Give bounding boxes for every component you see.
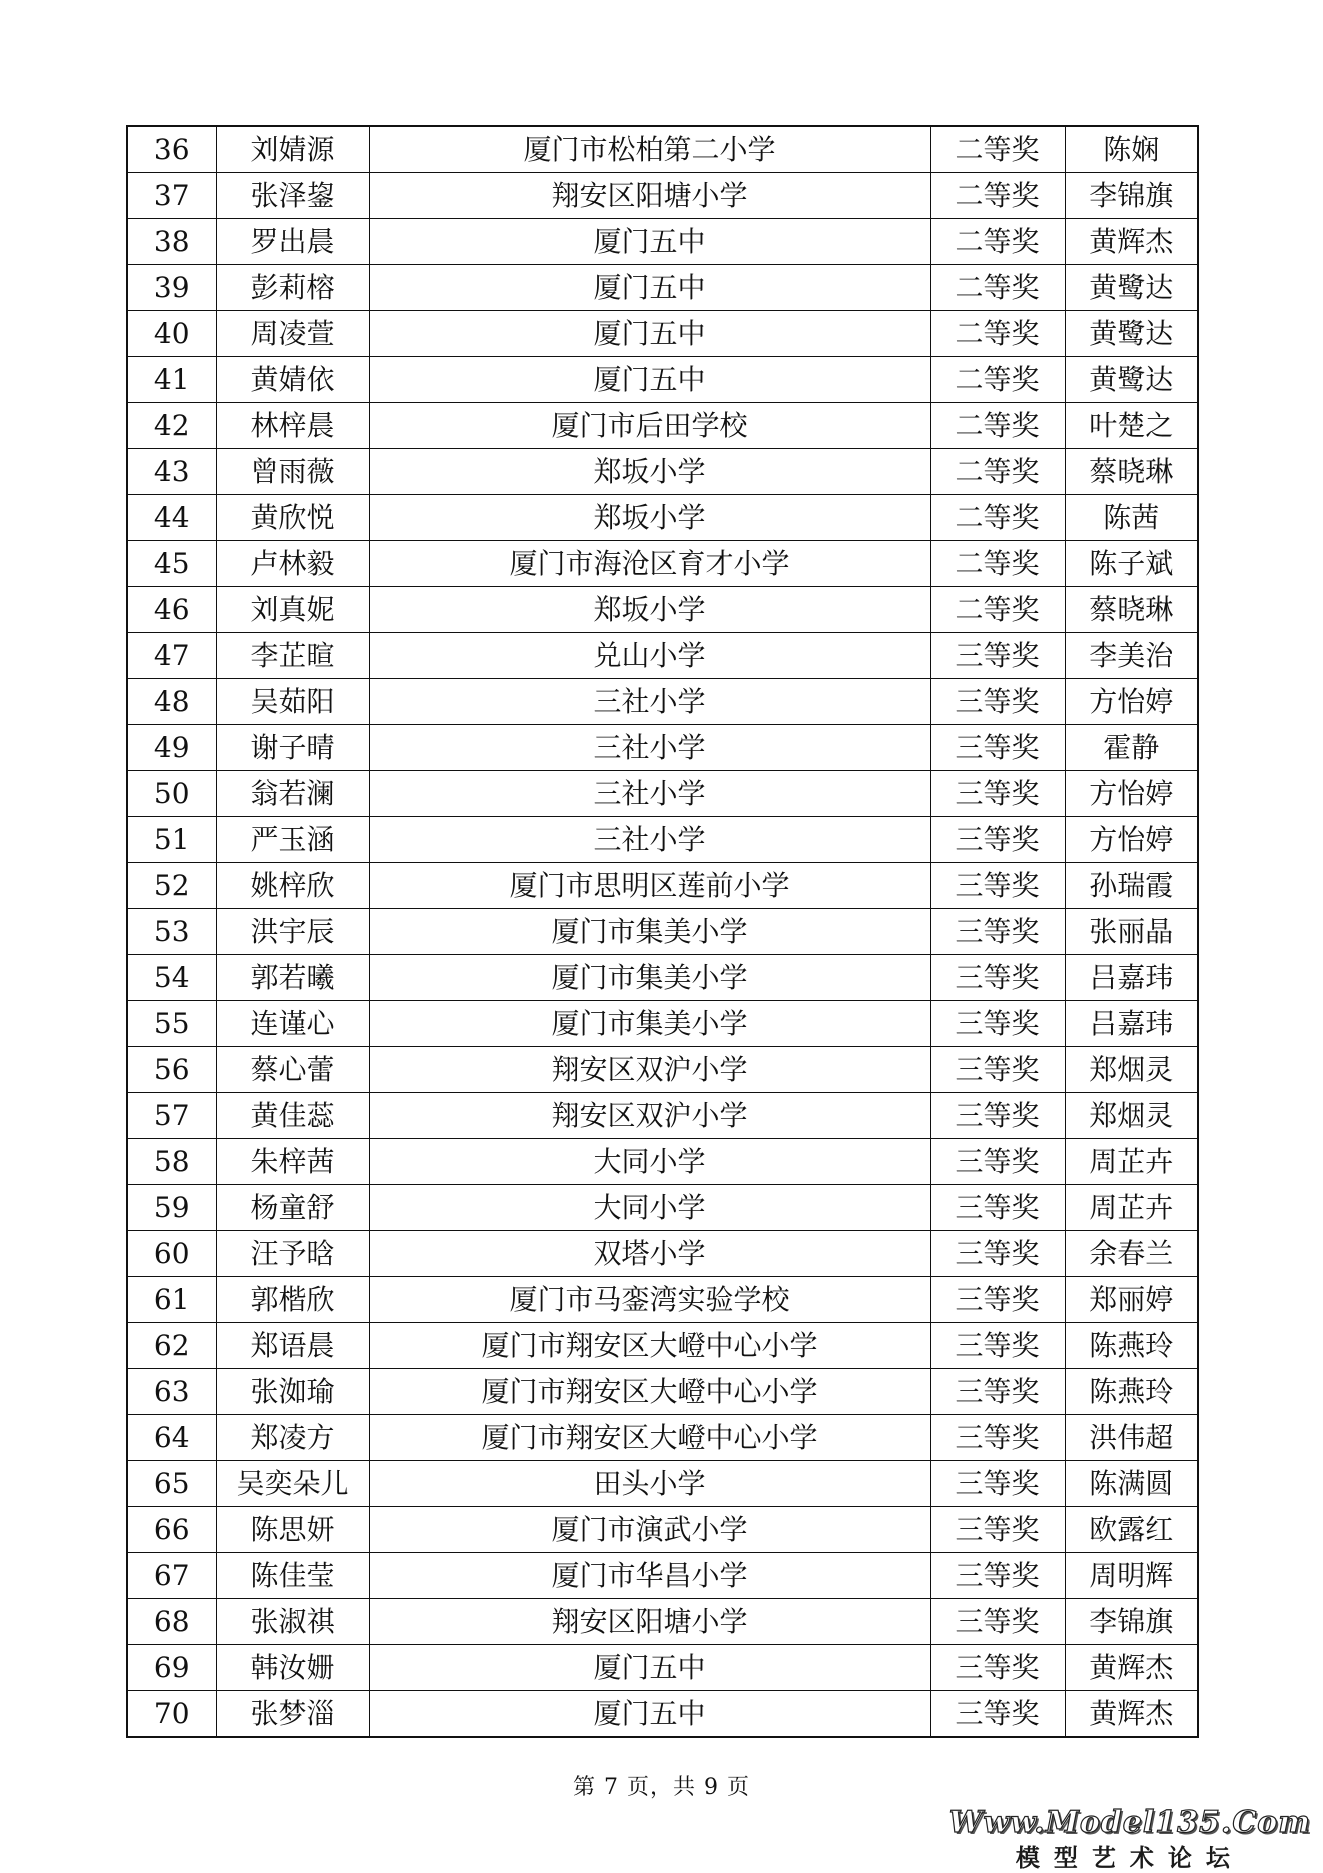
teacher-name-cell: 黄辉杰 bbox=[1065, 1645, 1198, 1691]
row-number-cell: 66 bbox=[127, 1507, 216, 1553]
row-number-cell: 64 bbox=[127, 1415, 216, 1461]
row-number-cell: 39 bbox=[127, 265, 216, 311]
row-number-cell: 69 bbox=[127, 1645, 216, 1691]
school-name-cell: 厦门五中 bbox=[369, 311, 930, 357]
award-level-cell: 三等奖 bbox=[930, 1691, 1065, 1738]
student-name-cell: 罗出晨 bbox=[216, 219, 369, 265]
award-level-cell: 二等奖 bbox=[930, 173, 1065, 219]
table-row bbox=[127, 1461, 1198, 1507]
student-name-cell: 陈佳莹 bbox=[216, 1553, 369, 1599]
table-row bbox=[127, 219, 1198, 265]
award-table bbox=[126, 125, 1199, 1738]
school-name-cell: 厦门市马銮湾实验学校 bbox=[369, 1277, 930, 1323]
row-number-cell: 65 bbox=[127, 1461, 216, 1507]
school-name-cell: 厦门市华昌小学 bbox=[369, 1553, 930, 1599]
student-name-cell: 翁若澜 bbox=[216, 771, 369, 817]
row-number-cell: 49 bbox=[127, 725, 216, 771]
award-level-cell: 二等奖 bbox=[930, 403, 1065, 449]
teacher-name-cell: 洪伟超 bbox=[1065, 1415, 1198, 1461]
award-level-cell: 三等奖 bbox=[930, 771, 1065, 817]
table-row bbox=[127, 1139, 1198, 1185]
teacher-name-cell: 李锦旗 bbox=[1065, 1599, 1198, 1645]
school-name-cell: 厦门市集美小学 bbox=[369, 909, 930, 955]
row-number-cell: 54 bbox=[127, 955, 216, 1001]
teacher-name-cell: 陈满圆 bbox=[1065, 1461, 1198, 1507]
row-number-cell: 61 bbox=[127, 1277, 216, 1323]
student-name-cell: 黄婧依 bbox=[216, 357, 369, 403]
table-row bbox=[127, 1093, 1198, 1139]
row-number-cell: 57 bbox=[127, 1093, 216, 1139]
row-number-cell: 67 bbox=[127, 1553, 216, 1599]
award-level-cell: 三等奖 bbox=[930, 725, 1065, 771]
teacher-name-cell: 蔡晓琳 bbox=[1065, 449, 1198, 495]
student-name-cell: 周凌萱 bbox=[216, 311, 369, 357]
school-name-cell: 兑山小学 bbox=[369, 633, 930, 679]
table-row bbox=[127, 1691, 1198, 1738]
award-level-cell: 三等奖 bbox=[930, 1599, 1065, 1645]
award-level-cell: 二等奖 bbox=[930, 311, 1065, 357]
student-name-cell: 连谨心 bbox=[216, 1001, 369, 1047]
student-name-cell: 汪予晗 bbox=[216, 1231, 369, 1277]
table-row bbox=[127, 955, 1198, 1001]
student-name-cell: 陈思妍 bbox=[216, 1507, 369, 1553]
award-level-cell: 二等奖 bbox=[930, 495, 1065, 541]
watermark-url: Www.Model135.Com bbox=[948, 1805, 1311, 1840]
teacher-name-cell: 余春兰 bbox=[1065, 1231, 1198, 1277]
student-name-cell: 郭楷欣 bbox=[216, 1277, 369, 1323]
student-name-cell: 彭莉榕 bbox=[216, 265, 369, 311]
row-number-cell: 60 bbox=[127, 1231, 216, 1277]
row-number-cell: 55 bbox=[127, 1001, 216, 1047]
teacher-name-cell: 方怡婷 bbox=[1065, 817, 1198, 863]
table-row bbox=[127, 1277, 1198, 1323]
school-name-cell: 三社小学 bbox=[369, 725, 930, 771]
table-row bbox=[127, 495, 1198, 541]
table-row bbox=[127, 403, 1198, 449]
school-name-cell: 田头小学 bbox=[369, 1461, 930, 1507]
teacher-name-cell: 欧露红 bbox=[1065, 1507, 1198, 1553]
school-name-cell: 翔安区双沪小学 bbox=[369, 1047, 930, 1093]
row-number-cell: 43 bbox=[127, 449, 216, 495]
award-level-cell: 三等奖 bbox=[930, 1553, 1065, 1599]
student-name-cell: 韩汝姗 bbox=[216, 1645, 369, 1691]
teacher-name-cell: 李锦旗 bbox=[1065, 173, 1198, 219]
table-row bbox=[127, 311, 1198, 357]
student-name-cell: 吴茹阳 bbox=[216, 679, 369, 725]
table-row bbox=[127, 817, 1198, 863]
table-row bbox=[127, 909, 1198, 955]
table-row bbox=[127, 1323, 1198, 1369]
school-name-cell: 厦门市翔安区大嶝中心小学 bbox=[369, 1415, 930, 1461]
school-name-cell: 厦门市思明区莲前小学 bbox=[369, 863, 930, 909]
award-level-cell: 二等奖 bbox=[930, 541, 1065, 587]
school-name-cell: 厦门市翔安区大嶝中心小学 bbox=[369, 1369, 930, 1415]
teacher-name-cell: 黄鹭达 bbox=[1065, 311, 1198, 357]
school-name-cell: 郑坂小学 bbox=[369, 449, 930, 495]
award-level-cell: 三等奖 bbox=[930, 1185, 1065, 1231]
school-name-cell: 厦门五中 bbox=[369, 265, 930, 311]
row-number-cell: 53 bbox=[127, 909, 216, 955]
award-level-cell: 三等奖 bbox=[930, 1277, 1065, 1323]
row-number-cell: 38 bbox=[127, 219, 216, 265]
teacher-name-cell: 吕嘉玮 bbox=[1065, 955, 1198, 1001]
student-name-cell: 曾雨薇 bbox=[216, 449, 369, 495]
teacher-name-cell: 黄鹭达 bbox=[1065, 357, 1198, 403]
student-name-cell: 郑语晨 bbox=[216, 1323, 369, 1369]
site-watermark bbox=[949, 1805, 1311, 1873]
student-name-cell: 刘婧源 bbox=[216, 126, 369, 173]
award-level-cell: 三等奖 bbox=[930, 1645, 1065, 1691]
school-name-cell: 大同小学 bbox=[369, 1185, 930, 1231]
school-name-cell: 郑坂小学 bbox=[369, 495, 930, 541]
award-level-cell: 三等奖 bbox=[930, 1139, 1065, 1185]
teacher-name-cell: 陈茜 bbox=[1065, 495, 1198, 541]
table-row bbox=[127, 1553, 1198, 1599]
school-name-cell: 厦门市翔安区大嶝中心小学 bbox=[369, 1323, 930, 1369]
award-level-cell: 三等奖 bbox=[930, 909, 1065, 955]
row-number-cell: 56 bbox=[127, 1047, 216, 1093]
school-name-cell: 郑坂小学 bbox=[369, 587, 930, 633]
row-number-cell: 68 bbox=[127, 1599, 216, 1645]
award-level-cell: 二等奖 bbox=[930, 219, 1065, 265]
school-name-cell: 厦门五中 bbox=[369, 1691, 930, 1738]
teacher-name-cell: 吕嘉玮 bbox=[1065, 1001, 1198, 1047]
teacher-name-cell: 方怡婷 bbox=[1065, 771, 1198, 817]
award-rows bbox=[127, 126, 1198, 1737]
award-level-cell: 三等奖 bbox=[930, 863, 1065, 909]
table-row bbox=[127, 863, 1198, 909]
school-name-cell: 厦门市演武小学 bbox=[369, 1507, 930, 1553]
school-name-cell: 双塔小学 bbox=[369, 1231, 930, 1277]
table-row bbox=[127, 1369, 1198, 1415]
student-name-cell: 卢林毅 bbox=[216, 541, 369, 587]
teacher-name-cell: 周芷卉 bbox=[1065, 1185, 1198, 1231]
row-number-cell: 52 bbox=[127, 863, 216, 909]
table-row bbox=[127, 541, 1198, 587]
table-row bbox=[127, 357, 1198, 403]
award-level-cell: 三等奖 bbox=[930, 1047, 1065, 1093]
school-name-cell: 厦门市后田学校 bbox=[369, 403, 930, 449]
row-number-cell: 59 bbox=[127, 1185, 216, 1231]
student-name-cell: 张洳瑜 bbox=[216, 1369, 369, 1415]
award-level-cell: 二等奖 bbox=[930, 265, 1065, 311]
teacher-name-cell: 陈娴 bbox=[1065, 126, 1198, 173]
table-row bbox=[127, 725, 1198, 771]
row-number-cell: 46 bbox=[127, 587, 216, 633]
student-name-cell: 刘真妮 bbox=[216, 587, 369, 633]
student-name-cell: 蔡心蕾 bbox=[216, 1047, 369, 1093]
table-row bbox=[127, 1001, 1198, 1047]
award-level-cell: 三等奖 bbox=[930, 955, 1065, 1001]
student-name-cell: 谢子晴 bbox=[216, 725, 369, 771]
teacher-name-cell: 郑烟灵 bbox=[1065, 1047, 1198, 1093]
teacher-name-cell: 周芷卉 bbox=[1065, 1139, 1198, 1185]
school-name-cell: 翔安区双沪小学 bbox=[369, 1093, 930, 1139]
student-name-cell: 黄佳蕊 bbox=[216, 1093, 369, 1139]
table-row bbox=[127, 1507, 1198, 1553]
school-name-cell: 三社小学 bbox=[369, 817, 930, 863]
student-name-cell: 李芷暄 bbox=[216, 633, 369, 679]
row-number-cell: 44 bbox=[127, 495, 216, 541]
school-name-cell: 翔安区阳塘小学 bbox=[369, 1599, 930, 1645]
page-footer: 第 7 页，共 9 页 bbox=[573, 1775, 750, 1800]
row-number-cell: 58 bbox=[127, 1139, 216, 1185]
award-level-cell: 三等奖 bbox=[930, 1507, 1065, 1553]
teacher-name-cell: 郑丽婷 bbox=[1065, 1277, 1198, 1323]
table-row bbox=[127, 173, 1198, 219]
table-row bbox=[127, 633, 1198, 679]
school-name-cell: 厦门市集美小学 bbox=[369, 1001, 930, 1047]
award-level-cell: 二等奖 bbox=[930, 587, 1065, 633]
school-name-cell: 厦门五中 bbox=[369, 357, 930, 403]
student-name-cell: 张泽鋆 bbox=[216, 173, 369, 219]
award-level-cell: 三等奖 bbox=[930, 1461, 1065, 1507]
teacher-name-cell: 黄辉杰 bbox=[1065, 1691, 1198, 1738]
row-number-cell: 63 bbox=[127, 1369, 216, 1415]
table-row bbox=[127, 1185, 1198, 1231]
teacher-name-cell: 蔡晓琳 bbox=[1065, 587, 1198, 633]
teacher-name-cell: 陈子斌 bbox=[1065, 541, 1198, 587]
table-row bbox=[127, 1645, 1198, 1691]
award-level-cell: 二等奖 bbox=[930, 449, 1065, 495]
row-number-cell: 37 bbox=[127, 173, 216, 219]
student-name-cell: 洪宇辰 bbox=[216, 909, 369, 955]
award-level-cell: 二等奖 bbox=[930, 357, 1065, 403]
row-number-cell: 70 bbox=[127, 1691, 216, 1738]
teacher-name-cell: 黄辉杰 bbox=[1065, 219, 1198, 265]
student-name-cell: 严玉涵 bbox=[216, 817, 369, 863]
school-name-cell: 厦门五中 bbox=[369, 1645, 930, 1691]
table-row bbox=[127, 679, 1198, 725]
award-level-cell: 三等奖 bbox=[930, 1001, 1065, 1047]
row-number-cell: 36 bbox=[127, 126, 216, 173]
student-name-cell: 朱梓茜 bbox=[216, 1139, 369, 1185]
row-number-cell: 40 bbox=[127, 311, 216, 357]
table-row bbox=[127, 1599, 1198, 1645]
student-name-cell: 张梦淄 bbox=[216, 1691, 369, 1738]
row-number-cell: 41 bbox=[127, 357, 216, 403]
table-row bbox=[127, 771, 1198, 817]
table-row bbox=[127, 1047, 1198, 1093]
award-level-cell: 三等奖 bbox=[930, 679, 1065, 725]
award-level-cell: 三等奖 bbox=[930, 1231, 1065, 1277]
school-name-cell: 厦门市松柏第二小学 bbox=[369, 126, 930, 173]
table-row bbox=[127, 449, 1198, 495]
table-row bbox=[127, 1231, 1198, 1277]
school-name-cell: 厦门市集美小学 bbox=[369, 955, 930, 1001]
teacher-name-cell: 张丽晶 bbox=[1065, 909, 1198, 955]
row-number-cell: 42 bbox=[127, 403, 216, 449]
student-name-cell: 郭若曦 bbox=[216, 955, 369, 1001]
teacher-name-cell: 黄鹭达 bbox=[1065, 265, 1198, 311]
award-level-cell: 三等奖 bbox=[930, 1093, 1065, 1139]
teacher-name-cell: 陈燕玲 bbox=[1065, 1323, 1198, 1369]
teacher-name-cell: 方怡婷 bbox=[1065, 679, 1198, 725]
teacher-name-cell: 周明辉 bbox=[1065, 1553, 1198, 1599]
teacher-name-cell: 郑烟灵 bbox=[1065, 1093, 1198, 1139]
row-number-cell: 48 bbox=[127, 679, 216, 725]
school-name-cell: 大同小学 bbox=[369, 1139, 930, 1185]
award-level-cell: 二等奖 bbox=[930, 126, 1065, 173]
teacher-name-cell: 霍静 bbox=[1065, 725, 1198, 771]
table-row bbox=[127, 587, 1198, 633]
student-name-cell: 杨童舒 bbox=[216, 1185, 369, 1231]
student-name-cell: 郑凌方 bbox=[216, 1415, 369, 1461]
row-number-cell: 62 bbox=[127, 1323, 216, 1369]
award-level-cell: 三等奖 bbox=[930, 817, 1065, 863]
school-name-cell: 翔安区阳塘小学 bbox=[369, 173, 930, 219]
school-name-cell: 三社小学 bbox=[369, 771, 930, 817]
row-number-cell: 50 bbox=[127, 771, 216, 817]
teacher-name-cell: 陈燕玲 bbox=[1065, 1369, 1198, 1415]
teacher-name-cell: 孙瑞霞 bbox=[1065, 863, 1198, 909]
teacher-name-cell: 叶楚之 bbox=[1065, 403, 1198, 449]
table-row bbox=[127, 126, 1198, 173]
school-name-cell: 厦门五中 bbox=[369, 219, 930, 265]
school-name-cell: 厦门市海沧区育才小学 bbox=[369, 541, 930, 587]
student-name-cell: 林梓晨 bbox=[216, 403, 369, 449]
teacher-name-cell: 李美治 bbox=[1065, 633, 1198, 679]
row-number-cell: 45 bbox=[127, 541, 216, 587]
row-number-cell: 47 bbox=[127, 633, 216, 679]
award-level-cell: 三等奖 bbox=[930, 633, 1065, 679]
student-name-cell: 吴奕朵儿 bbox=[216, 1461, 369, 1507]
school-name-cell: 三社小学 bbox=[369, 679, 930, 725]
student-name-cell: 黄欣悦 bbox=[216, 495, 369, 541]
student-name-cell: 姚梓欣 bbox=[216, 863, 369, 909]
award-level-cell: 三等奖 bbox=[930, 1415, 1065, 1461]
award-level-cell: 三等奖 bbox=[930, 1369, 1065, 1415]
award-level-cell: 三等奖 bbox=[930, 1323, 1065, 1369]
student-name-cell: 张淑祺 bbox=[216, 1599, 369, 1645]
table-row bbox=[127, 1415, 1198, 1461]
row-number-cell: 51 bbox=[127, 817, 216, 863]
watermark-site-name: 模型艺术论坛 bbox=[1015, 1844, 1244, 1872]
table-row bbox=[127, 265, 1198, 311]
